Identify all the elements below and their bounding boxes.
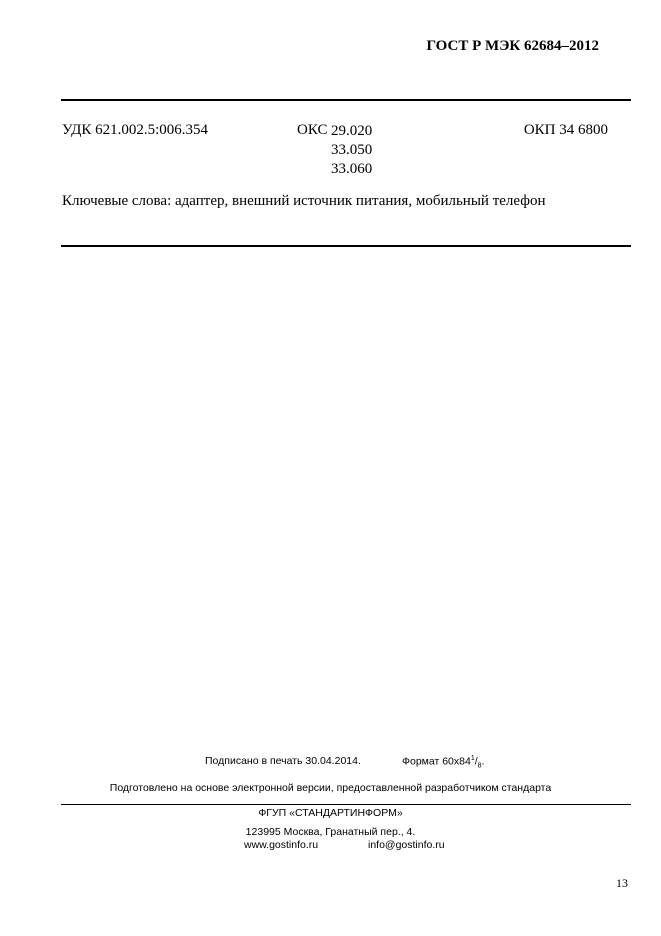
middle-divider (61, 245, 631, 247)
udk-code: УДК 621.002.5:006.354 (62, 122, 209, 138)
format-numerator: 1 (470, 755, 475, 762)
prepared-note: Подготовлено на основе электронной версии, предоставленной разработчиком стандарта (109, 782, 552, 794)
oks-code: 33.060 (331, 161, 373, 177)
signed-date: Подписано в печать 30.04.2014. (205, 755, 361, 767)
publisher-address: 123995 Москва, Гранатный пер., 4. (245, 826, 416, 838)
format-prefix: Формат 60х84 (402, 755, 471, 768)
publisher-website: www.gostinfo.ru (244, 839, 319, 851)
format-suffix: . (481, 755, 485, 768)
keywords: Ключевые слова: адаптер, внешний источник питания, мобильный телефон (62, 193, 546, 209)
publisher-email: info@gostinfo.ru (368, 839, 445, 851)
oks-label: ОКС (297, 122, 328, 138)
bottom-divider (61, 804, 631, 805)
print-format: Формат $60х84^1/_8$. (402, 755, 485, 770)
document-code: ГОСТ Р МЭК 62684–2012 (426, 38, 599, 54)
page-number: 13 (616, 876, 628, 890)
oks-code-list (331, 122, 372, 179)
oks-code: 33.050 (331, 142, 373, 158)
oks-code: 29.020 (331, 123, 373, 139)
okp-code: ОКП 34 6800 (523, 122, 608, 138)
format-denominator: 8 (477, 762, 482, 770)
publisher-name: ФГУП «СТАНДАРТИНФОРМ» (258, 807, 403, 819)
top-divider (61, 99, 631, 101)
